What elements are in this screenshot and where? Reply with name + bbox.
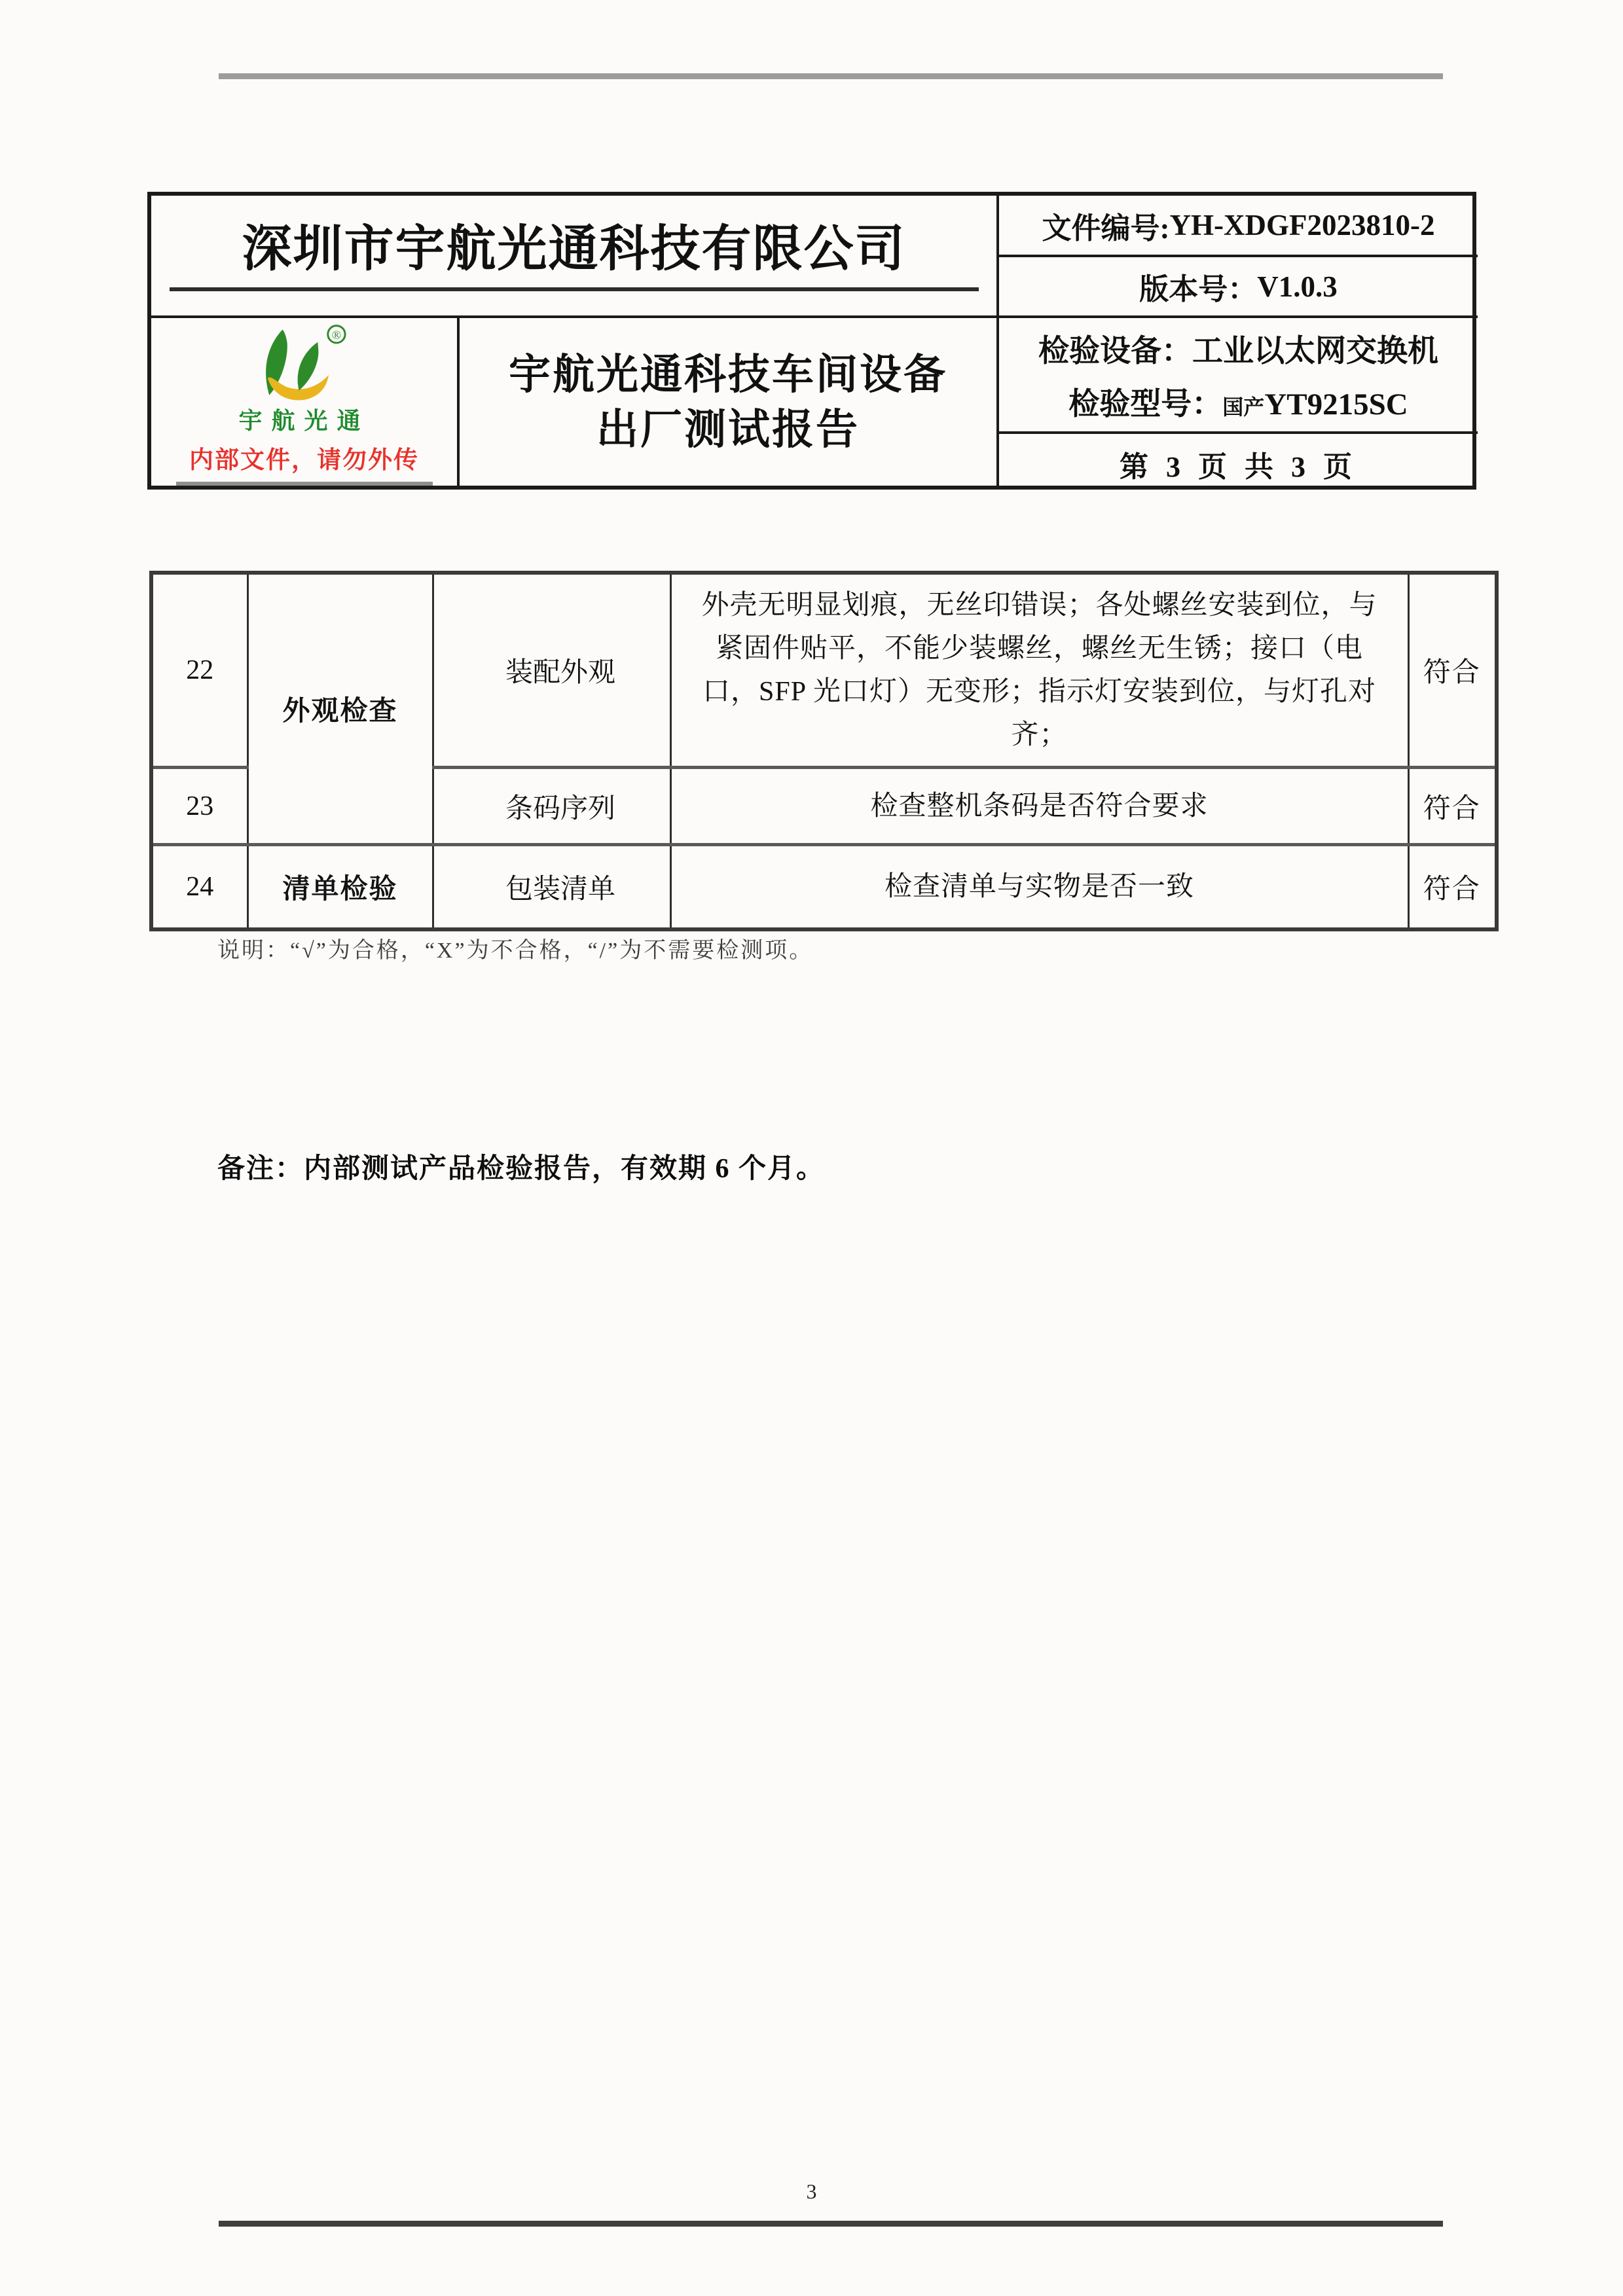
header-right-section xyxy=(999,196,1478,486)
row-number: 22 xyxy=(151,573,247,768)
company-name: 深圳市宇航光通科技有限公司 xyxy=(242,222,906,277)
table-row xyxy=(151,573,1497,768)
inspection-table xyxy=(149,571,1499,931)
header-left-section xyxy=(151,196,999,486)
company-underline xyxy=(170,287,979,291)
row-criteria: 检查清单与实物是否一致 xyxy=(670,845,1408,929)
page-info: 第 3 页 共 3 页 xyxy=(1120,450,1357,483)
row-result: 符合 xyxy=(1408,768,1497,845)
registered-mark: ® xyxy=(331,328,341,342)
row-number: 23 xyxy=(151,768,247,845)
row-criteria: 外壳无明显划痕，无丝印错误；各处螺丝安装到位，与紧固件贴平，不能少装螺丝，螺丝无生锈；接口（电口，SFP 光口灯）无变形；指示灯安装到位，与灯孔对齐； xyxy=(670,573,1408,768)
row-number: 24 xyxy=(151,845,247,929)
doc-number-label: 文件编号: xyxy=(1042,211,1170,245)
company-row xyxy=(151,196,996,318)
report-title xyxy=(460,318,996,486)
legend-note: 说明：“√”为合格，“X”为不合格，“/”为不需要检测项。 xyxy=(217,939,814,963)
report-title-line2: 出厂测试报告 xyxy=(596,406,860,453)
table-row xyxy=(151,845,1497,929)
logo-brand-text: 宇航光通 xyxy=(238,407,370,435)
row-category: 外观检查 xyxy=(247,573,433,845)
device-model-row xyxy=(999,318,1478,434)
row-category: 清单检验 xyxy=(247,845,433,929)
row-result: 符合 xyxy=(1408,845,1497,929)
header-rule xyxy=(219,73,1443,79)
model-line xyxy=(1068,380,1408,423)
device-line xyxy=(1038,327,1438,370)
logo-underline xyxy=(176,482,433,486)
doc-number-row xyxy=(999,196,1478,257)
version-label: 版本号： xyxy=(1139,273,1258,306)
row-result: 符合 xyxy=(1408,573,1497,768)
remark-note: 备注：内部测试产品检验报告，有效期 6 个月。 xyxy=(217,1154,826,1184)
logo-cell xyxy=(151,318,460,486)
row-criteria: 检查整机条码是否符合要求 xyxy=(670,768,1408,845)
row-item: 装配外观 xyxy=(433,573,670,768)
model-label: 检验型号： xyxy=(1068,387,1223,422)
model-value: YT9215SC xyxy=(1264,387,1408,422)
row-item: 包装清单 xyxy=(433,845,670,929)
row-item: 条码序列 xyxy=(433,768,670,845)
version-row xyxy=(999,257,1478,318)
confidential-notice: 内部文件，请勿外传 xyxy=(189,446,419,474)
footer-rule xyxy=(219,2221,1443,2227)
device-label: 检验设备： xyxy=(1038,334,1192,368)
report-title-line1: 宇航光通科技车间设备 xyxy=(509,351,947,398)
model-prefix: 国产 xyxy=(1222,395,1265,419)
header-table xyxy=(147,192,1476,490)
brand-row xyxy=(151,318,996,486)
page-number: 3 xyxy=(806,2179,817,2203)
device-value: 工业以太网交换机 xyxy=(1192,334,1438,368)
doc-number-value: YH-XDGF2023810-2 xyxy=(1169,209,1435,242)
company-logo-icon xyxy=(229,323,380,401)
version-value: V1.0.3 xyxy=(1257,270,1338,303)
